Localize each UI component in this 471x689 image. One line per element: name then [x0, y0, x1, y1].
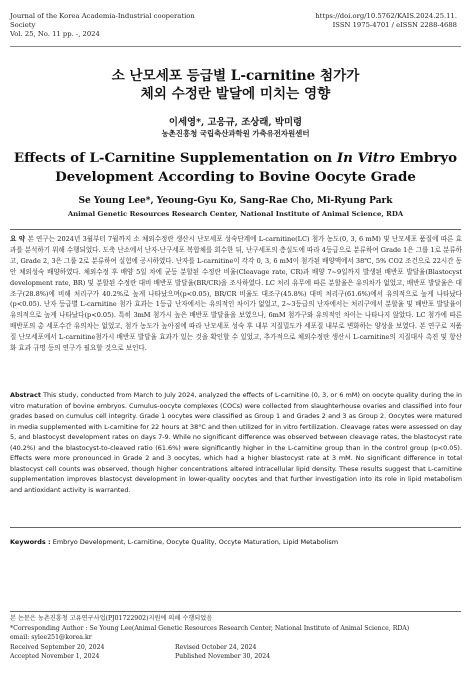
funding-note: 본 논문은 농촌진흥청 고유연구사업(PJ01722902)지원에 의해 수행되었음: [10, 615, 213, 622]
english-abstract-text: This study, conducted from March to July 2024, analyzed the effects of L-carnitine (0, 3, or 6 mM) on oocyte quality during the in vitro maturation of bovine embryos. Cumulus-oocyte complexes (COCs) were collected from slaughterhouse ovaries and classified into four grades based on cumulus cell integrity. Grade 1 oocytes were classified as Group 1 and Grades 2 and 3 as Group 2. Oocytes were matured in media supplemented with L-carnitine for 22 hours at 38°C and then utilized for in vitro fertilization. Cleavage rates were assessed on day 5, and blastocyst development rates on days 7-9. While no significant difference was observed between cleavage rates, the blastocyst rate (40.2%) and the blastocyst-to-cleaved ratio (61.6%) were significantly higher in the L-carnitine group than in the control group (p<0.05). Effects were more pronounced in Grade 2 and 3 oocytes, which had a higher blastocyst rate at 3 mM. No significant difference in total blastocyst cell counts was observed, though higher concentrations altered intracellular lipid density. These results suggest that L-carnitine supplementation improves blastocyst development in lower-quality oocytes and that further investigation into its role in lipid metabolism and antioxidant activity is warranted.: [10, 391, 462, 494]
journal-name: Journal of the Korea Academia-Industrial cooperation Society: [10, 12, 195, 29]
korean-title-line-2: 체외 수정란 발달에 미치는 영향: [140, 86, 331, 102]
corresponding-author: *Corresponding Author : Se Young Lee(Animal Genetic Resources Research Center, National Institute of Animal Science, RDA): [10, 624, 410, 632]
korean-abstract-text: 본 연구는 2024년 3월부터 7월까지 소 체외수정란 생산시 난모세포 성숙단계에 L-carnitine(LC) 첨가 농도(0, 3, 6 mM) 및 난모세포 품질에 따른 효과를 분석하기 위해 수행되었다. 도축 난소에서 난자-난구세포 복합체를 회수한 뒤, 난구세포의 층실도에 따라 4등급으로 분류하여 Grade 1은 그룹 1로 분류하고, Grade 2, 3은 그룹 2로 분류하여 실험에 공시하였다. 난자를 L-carnitine이 각각 0, 3, 6 mM이 첨가된 배양액에서 38℃, 5% CO2 조건으로 22시간 동안 체외성숙 배양하였다. 체외수정 후 배양 5일 차에 균등 분할된 수정란 비율(Cleavage rate, CR)과 배양 7~9일까지 발생된 배반포 발달율(Blastocyst development rate, BR) 및 분할된 수정란 대비 배반포 발달율(BR/CR)을 조사하였다. LC 처리 유무에 따른 분할율은 유의차가 없었고, 배반포 발달율은 대조구(28.8%)에 비해 처리구가 40.2%로 높게 나타났으며(p<0.05), BR/CR 비율도 대조구(45.8%) 대비 처리구(61.6%)에서 유의적으로 높게 나타났다(p<0.05). 난자 등급별 L-carnitine 첨가 효과는 1등급 난자에서는 유의적인 차이가 없었고, 2~3등급의 난자에서는 처리구에서 분할율 및 배반포 발달율이 유의적으로 높게 나타났다(p<0.05). 특히 3mM 첨가시 높은 배반포 발달율을 보였으나, 6mM 첨가구와 유의적인 차이는 나타나지 않았다. LC 첨가에 따른 배반포의 총 세포수간 유의차는 없었고, 첨가 농도가 높아짐에 따라 난모세포 성숙 후 내부 지질밀도가 세포질 내부로 변화하는 양상을 보였다. 본 연구로 저품질 난모세포에서 L-carnitine첨가시 배반포 발달율 효과가 있는 것을 확인할 수 있었고, 추가적으로 체외수정란 생산시 L-carnitine의 지질대사 촉진 및 항산화 효과 규명 등의 연구가 필요할 것으로 보인다.: [10, 235, 462, 353]
english-affiliation: Animal Genetic Resources Research Center, National Institute of Animal Science, RDA: [67, 210, 404, 218]
keywords-divider: [10, 527, 461, 528]
keywords: [10, 538, 462, 547]
dates-row-2: [10, 652, 462, 662]
received-date: Received September 20, 2024: [10, 643, 105, 651]
published-date: Published November 30, 2024: [175, 653, 271, 661]
issn: ISSN 1975-4701 / eISSN 2288-4688: [332, 21, 457, 29]
korean-title-line-1: 소 난모세포 등급별 L-carnitine 첨가가: [111, 68, 360, 84]
accepted-date: Accepted November 1, 2024: [10, 653, 100, 661]
footnote-divider: [10, 611, 461, 612]
doi-header: [257, 12, 457, 30]
keywords-text: Embryo Development, L-carnitine, Oocyte Quality, Occyte Maturation, Lipid Metabolism: [52, 538, 339, 546]
english-abstract: [10, 390, 462, 495]
korean-abstract: [10, 234, 462, 354]
revised-date: Revised October 24, 2024: [175, 643, 257, 651]
author-email[interactable]: email: sylee251@korea.kr: [10, 634, 92, 642]
journal-header: [10, 12, 220, 39]
korean-affiliation: 농촌진흥청 국립축산과학원 가축유전자원센터: [161, 129, 310, 138]
journal-volume: Vol. 25, No. 11 pp. -, 2024: [10, 30, 100, 38]
keywords-label: Keywords :: [10, 538, 51, 546]
english-title-line-1: [0, 149, 471, 168]
header-divider: [10, 46, 461, 47]
doi-link[interactable]: https://doi.org/10.5762/KAIS.2024.25.11.: [315, 12, 457, 20]
english-title-pre: Effects of L-Carnitine Supplementation on: [13, 150, 337, 166]
korean-authors: 이세영*, 고응규, 조상래, 박미령: [168, 117, 303, 128]
section-divider: [10, 229, 461, 230]
english-title-post: Embryo: [394, 150, 458, 166]
english-abstract-label: Abstract: [10, 391, 41, 399]
korean-abstract-label: 요 약: [10, 235, 26, 243]
english-title-italic: In Vitro: [336, 150, 395, 166]
footnotes: [10, 614, 462, 662]
english-authors: Se Young Lee*, Yeoung-Gyu Ko, Sang-Rae Cho, Mi-Ryung Park: [78, 196, 393, 206]
english-title-line-2: Development According to Bovine Oocyte Grade: [55, 169, 416, 185]
dates-row-1: [10, 643, 462, 653]
